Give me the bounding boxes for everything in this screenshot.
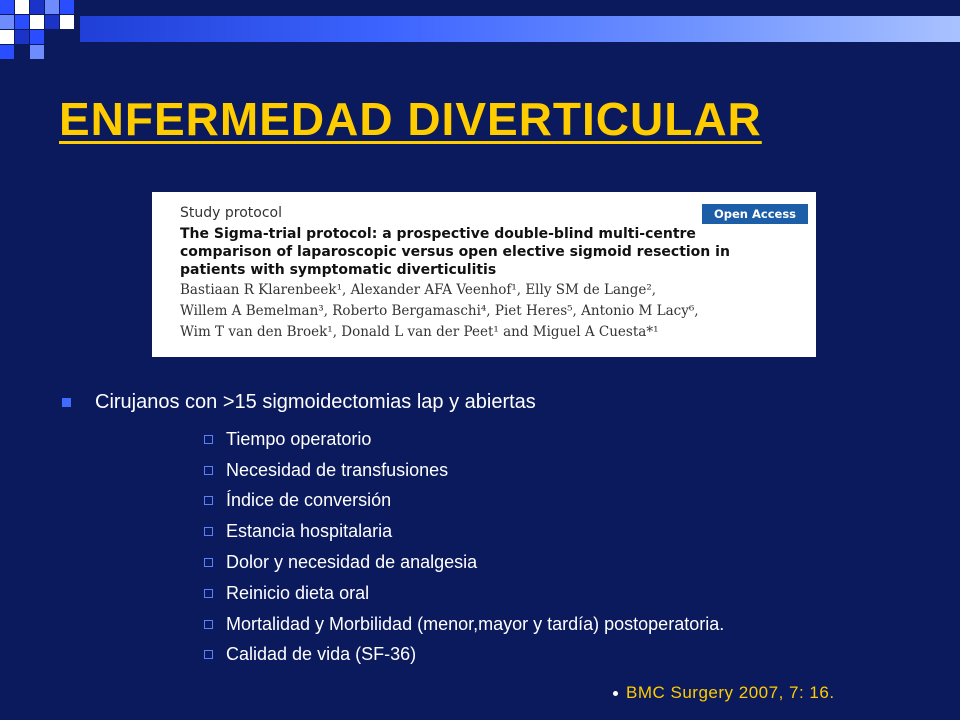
open-access-badge: Open Access (702, 204, 808, 224)
hollow-square-bullet-icon (204, 466, 213, 475)
main-bullet-text: Cirujanos con >15 sigmoidectomias lap y abiertas (95, 391, 536, 413)
hollow-square-bullet-icon (204, 496, 213, 505)
list-item (204, 455, 724, 486)
list-item (204, 424, 724, 455)
list-item-text: Mortalidad y Morbilidad (menor,mayor y tardía) postoperatoria. (226, 613, 725, 634)
hollow-square-bullet-icon (204, 435, 213, 444)
sub-bullet-list (204, 424, 724, 670)
list-item (204, 609, 724, 640)
list-item (204, 640, 724, 671)
list-item-text: Índice de conversión (226, 490, 392, 511)
list-item-text: Tiempo operatorio (226, 428, 372, 449)
article-type: Study protocol (180, 205, 282, 221)
header-gradient-bar (80, 16, 960, 42)
square-bullet-icon (62, 398, 71, 407)
hollow-square-bullet-icon (204, 589, 213, 598)
list-item (204, 486, 724, 517)
list-item-text: Calidad de vida (SF-36) (226, 644, 417, 665)
list-item (204, 578, 724, 609)
article-authors (180, 280, 810, 343)
authors-line: Willem A Bemelman³, Roberto Bergamaschi⁴, Piet Heres⁵, Antonio M Lacy⁶, (180, 303, 699, 319)
authors-line: Bastiaan R Klarenbeek¹, Alexander AFA Veenhof¹, Elly SM de Lange², (180, 282, 657, 298)
list-item-text: Dolor y necesidad de analgesia (226, 552, 478, 573)
authors-line: Wim T van den Broek¹, Donald L van der Peet¹ and Miguel A Cuesta*¹ (180, 324, 659, 340)
paper-header-image (152, 192, 816, 357)
hollow-square-bullet-icon (204, 527, 213, 536)
list-item-text: Reinicio dieta oral (226, 582, 370, 603)
dot-bullet-icon (613, 691, 618, 696)
reference-text: BMC Surgery 2007, 7: 16. (626, 683, 835, 702)
hollow-square-bullet-icon (204, 558, 213, 567)
reference-citation (613, 683, 835, 703)
article-title: The Sigma-trial protocol: a prospective double-blind multi-centre comparison of laparoscopic versus open elective sigmoid resection in patients with symptomatic diverticulitis (180, 226, 730, 278)
main-bullet (62, 391, 536, 414)
list-item (204, 516, 724, 547)
list-item-text: Necesidad de transfusiones (226, 459, 449, 480)
hollow-square-bullet-icon (204, 620, 213, 629)
list-item (204, 547, 724, 578)
list-item-text: Estancia hospitalaria (226, 521, 393, 542)
hollow-square-bullet-icon (204, 650, 213, 659)
slide-title: ENFERMEDAD DIVERTICULAR (59, 93, 762, 145)
